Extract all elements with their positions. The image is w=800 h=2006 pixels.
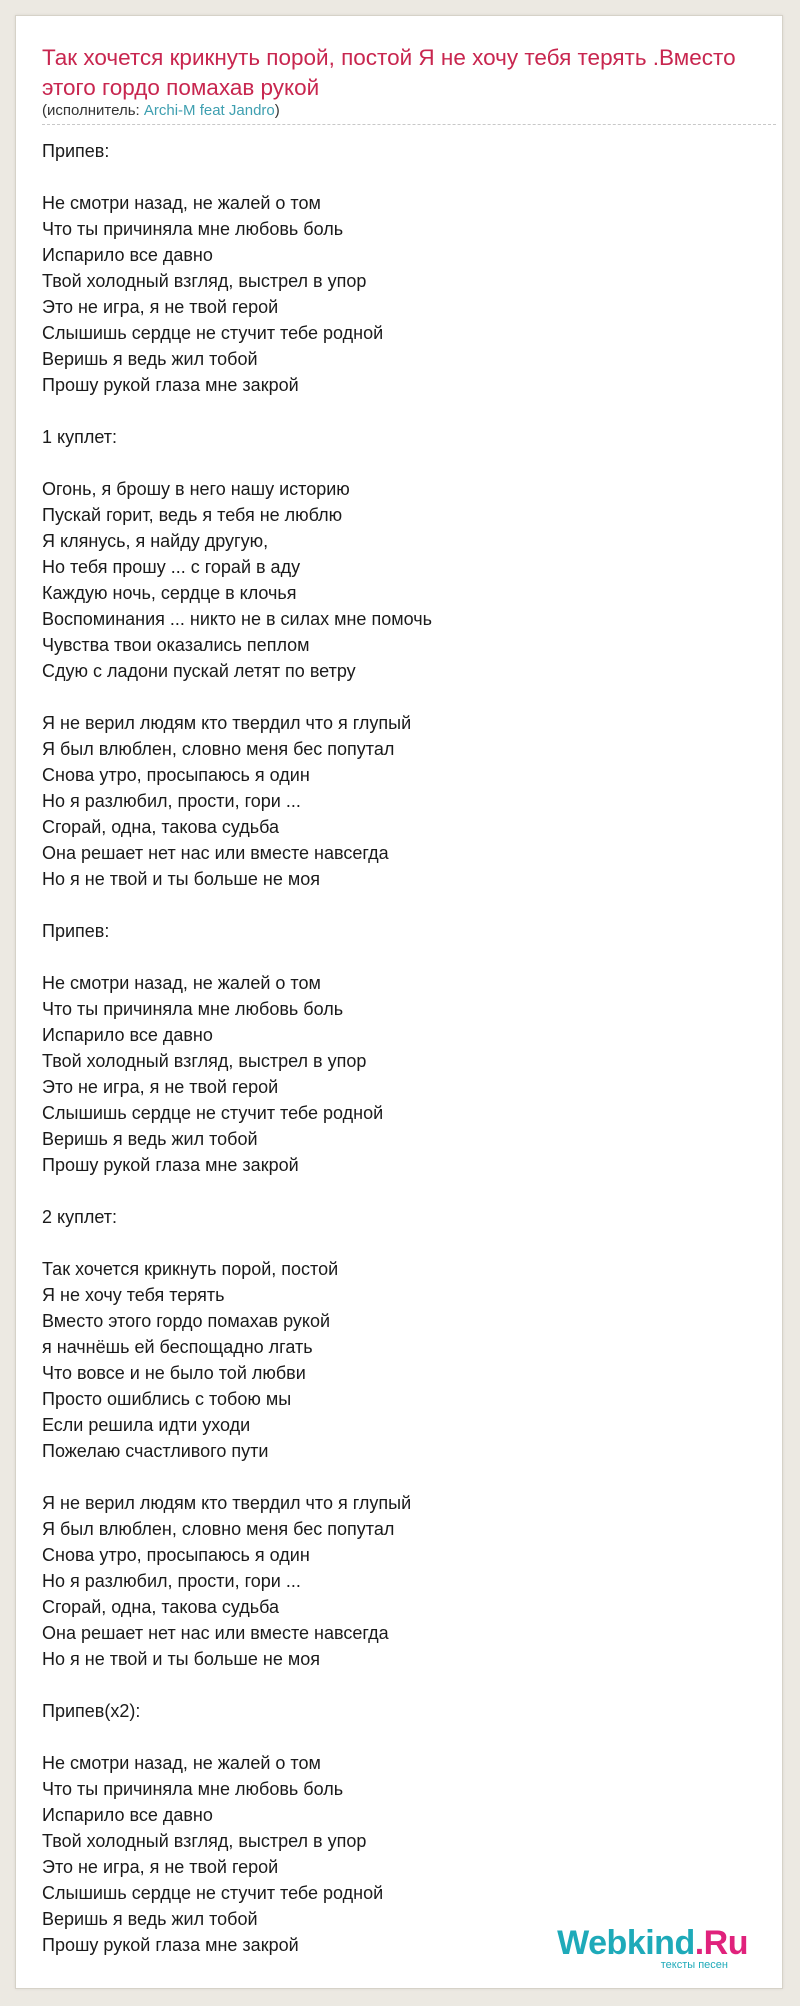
lyrics-line: Прошу рукой глаза мне закрой [42, 1155, 299, 1175]
lyrics-line: Она решает нет нас или вместе навсегда [42, 843, 389, 863]
logo-tld: .Ru [694, 1924, 748, 1962]
lyrics-line: Что ты причиняла мне любовь боль [42, 219, 344, 239]
lyrics-line: Испарило все давно [42, 1805, 213, 1825]
lyrics-line: Что вовсе и не было той любви [42, 1363, 306, 1383]
lyrics-line: Так хочется крикнуть порой, постой [42, 1259, 339, 1279]
logo-tagline: тексты песен [660, 1959, 728, 1971]
lyrics-page [15, 15, 783, 1989]
artist-link[interactable]: Archi-M feat Jandro [143, 102, 275, 119]
lyrics-line: 2 куплет: [42, 1207, 117, 1227]
lyrics-line: Снова утро, просыпаюсь я один [42, 765, 310, 785]
lyrics-line: Не смотри назад, не жалей о том [42, 973, 321, 993]
lyrics-line: Я был влюблен, словно меня бес попутал [42, 1519, 395, 1539]
lyrics-line: Воспоминания ... никто не в силах мне помочь [42, 609, 432, 629]
lyrics-line: Но я разлюбил, прости, гори ... [42, 791, 301, 811]
artist-byline [42, 102, 280, 120]
lyrics-line: Снова утро, просыпаюсь я один [42, 1545, 310, 1565]
lyrics-line: Но я не твой и ты больше не моя [42, 869, 320, 889]
lyrics-blank-line [42, 892, 742, 918]
lyrics-line: Припев: [42, 921, 110, 941]
lyrics-blank-line [42, 1178, 742, 1204]
lyrics-blank-line [42, 450, 742, 476]
lyrics-line: Она решает нет нас или вместе навсегда [42, 1623, 389, 1643]
lyrics-blank-line [42, 164, 742, 190]
title-divider [42, 124, 776, 125]
lyrics-line: Слышишь сердце не стучит тебе родной [42, 323, 384, 343]
lyrics-line: Но я разлюбил, прости, гори ... [42, 1571, 301, 1591]
lyrics-line: Веришь я ведь жил тобой [42, 1909, 258, 1929]
lyrics-line: Сгорай, одна, такова судьба [42, 1597, 280, 1617]
lyrics-line: Слышишь сердце не стучит тебе родной [42, 1883, 384, 1903]
lyrics-line: Пожелаю счастливого пути [42, 1441, 269, 1461]
logo-wordmark [557, 1923, 748, 1963]
lyrics-line: Припев(x2): [42, 1701, 141, 1721]
lyrics-line: Твой холодный взгляд, выстрел в упор [42, 271, 367, 291]
lyrics-line: Прошу рукой глаза мне закрой [42, 1935, 299, 1955]
lyrics-line: Если решила идти уходи [42, 1415, 251, 1435]
lyrics-blank-line [42, 398, 742, 424]
lyrics-line: Это не игра, я не твой герой [42, 1857, 279, 1877]
lyrics-line: Но тебя прошу ... с горай в аду [42, 557, 301, 577]
webkind-logo[interactable] [558, 1923, 748, 1973]
lyrics-line: Я не верил людям кто твердил что я глупый [42, 713, 412, 733]
lyrics-line: я начнёшь ей беспощадно лгать [42, 1337, 313, 1357]
lyrics-line: Твой холодный взгляд, выстрел в упор [42, 1051, 367, 1071]
lyrics-line: 1 куплет: [42, 427, 117, 447]
lyrics-text [42, 138, 742, 1958]
lyrics-line: Прошу рукой глаза мне закрой [42, 375, 299, 395]
lyrics-line: Я не верил людям кто твердил что я глупый [42, 1493, 412, 1513]
lyrics-blank-line [42, 1230, 742, 1256]
lyrics-line: Что ты причиняла мне любовь боль [42, 999, 344, 1019]
lyrics-line: Что ты причиняла мне любовь боль [42, 1779, 344, 1799]
lyrics-line: Слышишь сердце не стучит тебе родной [42, 1103, 384, 1123]
lyrics-line: Не смотри назад, не жалей о том [42, 193, 321, 213]
lyrics-blank-line [42, 1464, 742, 1490]
lyrics-line: Я клянусь, я найду другую, [42, 531, 269, 551]
lyrics-line: Веришь я ведь жил тобой [42, 1129, 258, 1149]
lyrics-line: Просто ошиблись с тобою мы [42, 1389, 292, 1409]
lyrics-line: Испарило все давно [42, 245, 213, 265]
lyrics-line: Сдую с ладони пускай летят по ветру [42, 661, 356, 681]
lyrics-line: Я не хочу тебя терять [42, 1285, 225, 1305]
logo-brand: Webkind [557, 1924, 695, 1962]
lyrics-line: Испарило все давно [42, 1025, 213, 1045]
song-title: Так хочется крикнуть порой, постой Я не хочу тебя терять .Вместо этого гордо помахав рукой [42, 45, 736, 100]
lyrics-line: Твой холодный взгляд, выстрел в упор [42, 1831, 367, 1851]
lyrics-line: Но я не твой и ты больше не моя [42, 1649, 320, 1669]
lyrics-line: Пускай горит, ведь я тебя не люблю [42, 505, 343, 525]
lyrics-line: Огонь, я брошу в него нашу историю [42, 479, 350, 499]
lyrics-line: Сгорай, одна, такова судьба [42, 817, 280, 837]
lyrics-line: Вместо этого гордо помахав рукой [42, 1311, 331, 1331]
lyrics-line: Я был влюблен, словно меня бес попутал [42, 739, 395, 759]
lyrics-line: Это не игра, я не твой герой [42, 1077, 279, 1097]
lyrics-line: Чувства твои оказались пеплом [42, 635, 310, 655]
lyrics-line: Не смотри назад, не жалей о том [42, 1753, 321, 1773]
lyrics-blank-line [42, 1672, 742, 1698]
lyrics-line: Веришь я ведь жил тобой [42, 349, 258, 369]
lyrics-line: Припев: [42, 141, 110, 161]
lyrics-blank-line [42, 1724, 742, 1750]
byline-suffix: ) [274, 102, 280, 119]
lyrics-blank-line [42, 944, 742, 970]
lyrics-line: Это не игра, я не твой герой [42, 297, 279, 317]
lyrics-blank-line [42, 684, 742, 710]
lyrics-line: Каждую ночь, сердце в клочья [42, 583, 297, 603]
byline-prefix: (исполнитель: [42, 102, 144, 119]
